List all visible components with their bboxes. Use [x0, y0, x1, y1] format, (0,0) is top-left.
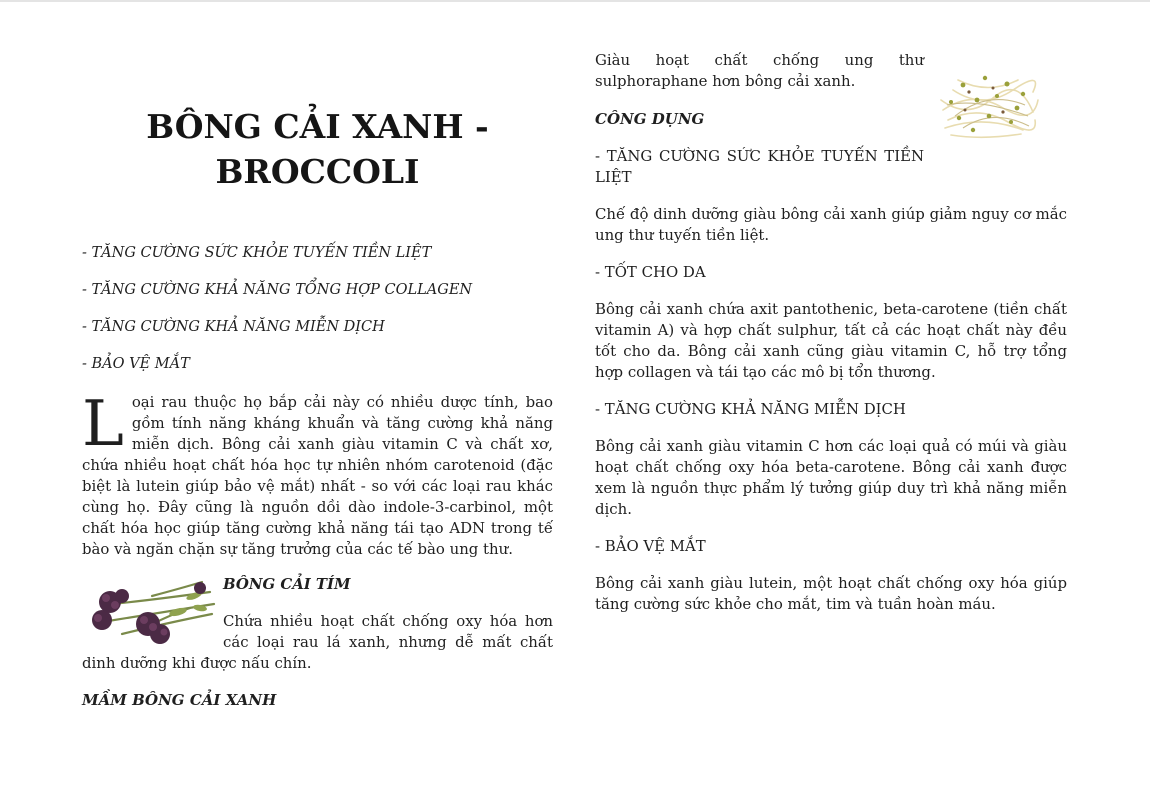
drop-cap: L: [82, 387, 124, 460]
title-line-1: BÔNG CẢI XANH -: [146, 107, 489, 146]
section-prostate-heading: - TĂNG CƯỜNG SỨC KHỎE TUYẾN TIỀN LIỆT: [595, 147, 924, 186]
section-immunity-heading: - TĂNG CƯỜNG KHẢ NĂNG MIỄN DỊCH: [595, 400, 906, 418]
page-top-edge: [0, 0, 1150, 2]
purple-broccoli-section: [82, 574, 553, 674]
section-skin-text: Bông cải xanh chứa axit pantothenic, beta-carotene (tiền chất vitamin A) và hợp chất sulphur, tất cả các hoạt chất này đều tốt cho da. Bông cải xanh cũng giàu vitamin C, hỗ trợ tổng hợp collagen và tái tạo các mô bị tổn thương.: [595, 300, 1067, 381]
benefit-item-collagen: - TĂNG CƯỜNG KHẢ NĂNG TỔNG HỢP COLLAGEN: [82, 282, 473, 298]
uses-heading: CÔNG DỤNG: [595, 110, 705, 128]
benefit-item-immunity: - TĂNG CƯỜNG KHẢ NĂNG MIỄN DỊCH: [82, 319, 385, 335]
sprout-text: Giàu hoạt chất chống ung thư sulphoraphane hơn bông cải xanh.: [595, 51, 924, 90]
broccoli-sprouts-image: [933, 50, 1043, 150]
purple-broccoli-text: Chứa nhiều hoạt chất chống oxy hóa hơn các loại rau lá xanh, nhưng dễ mất chất dinh dưỡng khi được nấu chín.: [82, 612, 553, 672]
benefit-item-eyes: - BẢO VỆ MẮT: [82, 356, 190, 372]
title-line-2: BROCCOLI: [215, 152, 420, 191]
intro-paragraph: [82, 387, 553, 560]
purple-broccoli-heading: BÔNG CẢI TÍM: [223, 575, 351, 593]
section-immunity-text: Bông cải xanh giàu vitamin C hơn các loại quả có múi và giàu hoạt chất chống oxy hóa beta-carotene. Bông cải xanh được xem là nguồn thực phẩm lý tưởng giúp duy trì khả năng miễn dịch.: [595, 437, 1067, 518]
section-eyes-text: Bông cải xanh giàu lutein, một hoạt chất chống oxy hóa giúp tăng cường sức khỏe cho mắt, tim và tuần hoàn máu.: [595, 574, 1067, 613]
section-prostate-text: Chế độ dinh dưỡng giàu bông cải xanh giúp giảm nguy cơ mắc ung thư tuyến tiền liệt.: [595, 205, 1067, 244]
section-skin-heading: - TỐT CHO DA: [595, 263, 706, 281]
benefit-item-prostate: - TĂNG CƯỜNG SỨC KHỎE TUYẾN TIỀN LIỆT: [82, 245, 432, 261]
sprout-heading: MẦM BÔNG CẢI XANH: [82, 691, 277, 709]
intro-text: oại rau thuộc họ bắp cải này có nhiều dược tính, bao gồm tính năng kháng khuẩn và tăng cường khả năng miễn dịch. Bông cải xanh giàu vitamin C và chất xơ, chứa nhiều hoạt chất hóa học tự nhiên nhóm carotenoid (đặc biệt là lutein giúp bảo vệ mắt) nhất - so với các loại rau khác cùng họ. Đây cũng là nguồn dồi dào indole-3-carbinol, một chất hóa học giúp tăng cường khả năng tái tạo ADN trong tế bào và ngăn chặn sự tăng trưởng của các tế bào ung thư.: [82, 393, 553, 558]
page-title: [82, 104, 553, 194]
section-eyes-heading: - BẢO VỆ MẮT: [595, 537, 706, 555]
